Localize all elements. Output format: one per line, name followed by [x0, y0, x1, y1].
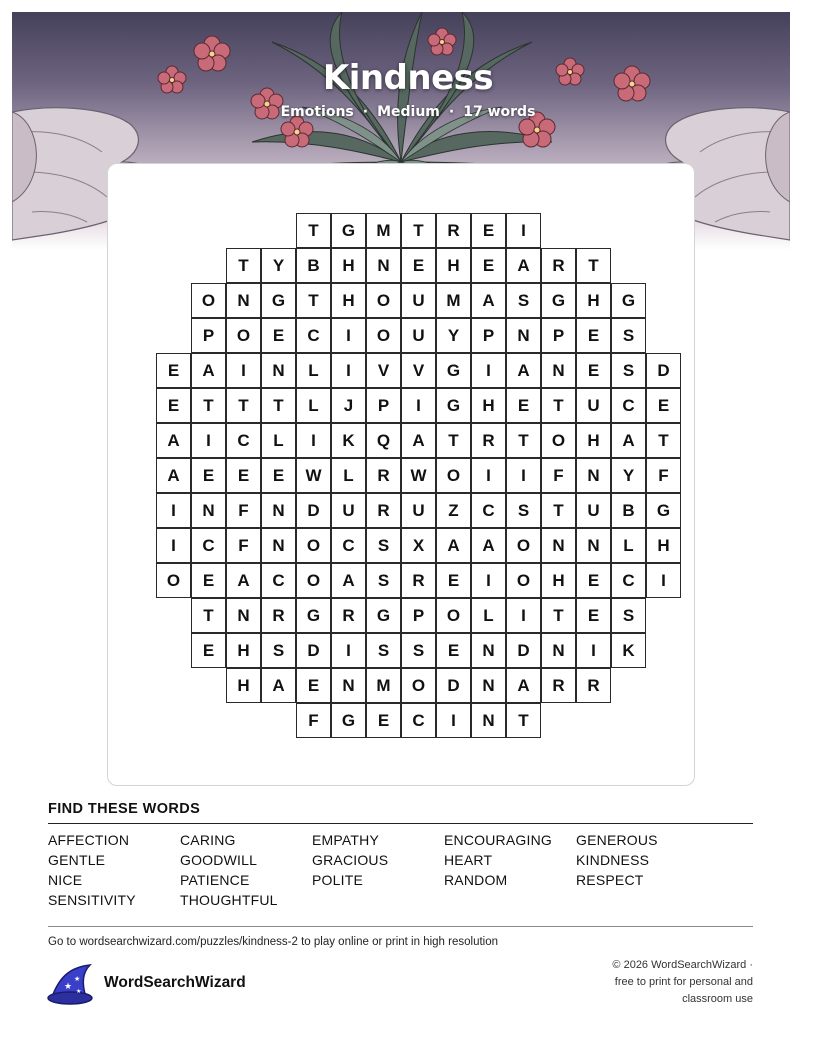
- grid-cell[interactable]: I: [506, 598, 541, 633]
- grid-cell[interactable]: G: [261, 283, 296, 318]
- grid-cell[interactable]: T: [261, 388, 296, 423]
- grid-cell[interactable]: D: [646, 353, 681, 388]
- grid-cell[interactable]: F: [226, 493, 261, 528]
- grid-cell[interactable]: S: [611, 318, 646, 353]
- grid-cell[interactable]: T: [296, 283, 331, 318]
- grid-cell[interactable]: T: [506, 703, 541, 738]
- grid-cell[interactable]: V: [401, 353, 436, 388]
- grid-cell[interactable]: H: [471, 388, 506, 423]
- grid-cell[interactable]: H: [576, 423, 611, 458]
- grid-cell[interactable]: H: [436, 248, 471, 283]
- grid-cell[interactable]: E: [436, 563, 471, 598]
- grid-cell[interactable]: U: [331, 493, 366, 528]
- divider: [48, 926, 753, 927]
- word-list-heading: FIND THESE WORDS: [48, 801, 201, 817]
- grid-cell[interactable]: U: [401, 318, 436, 353]
- grid-cell[interactable]: E: [646, 388, 681, 423]
- brand-name: WordSearchWizard: [104, 974, 246, 991]
- grid-cell[interactable]: H: [576, 283, 611, 318]
- grid-cell[interactable]: A: [226, 563, 261, 598]
- grid-cell[interactable]: E: [191, 563, 226, 598]
- word-list-item: GENEROUS: [576, 832, 658, 848]
- grid-cell[interactable]: T: [646, 423, 681, 458]
- grid-cell[interactable]: P: [541, 318, 576, 353]
- grid-cell[interactable]: I: [576, 633, 611, 668]
- grid-cell[interactable]: E: [506, 388, 541, 423]
- grid-cell[interactable]: E: [366, 703, 401, 738]
- puzzle-category: Emotions: [280, 104, 354, 120]
- grid-cell[interactable]: S: [506, 493, 541, 528]
- grid-cell[interactable]: I: [471, 458, 506, 493]
- meta-separator: ·: [362, 104, 369, 120]
- grid-cell[interactable]: R: [471, 423, 506, 458]
- grid-cell[interactable]: A: [331, 563, 366, 598]
- grid-cell[interactable]: T: [191, 388, 226, 423]
- grid-cell[interactable]: K: [331, 423, 366, 458]
- grid-cell[interactable]: E: [471, 248, 506, 283]
- grid-cell[interactable]: F: [541, 458, 576, 493]
- grid-cell[interactable]: N: [576, 458, 611, 493]
- grid-cell[interactable]: O: [506, 563, 541, 598]
- word-list-item: GRACIOUS: [312, 852, 389, 868]
- grid-cell[interactable]: F: [646, 458, 681, 493]
- grid-cell[interactable]: P: [366, 388, 401, 423]
- grid-cell[interactable]: S: [366, 563, 401, 598]
- grid-cell[interactable]: N: [331, 668, 366, 703]
- grid-cell[interactable]: C: [611, 388, 646, 423]
- grid-cell[interactable]: P: [401, 598, 436, 633]
- grid-cell[interactable]: A: [191, 353, 226, 388]
- grid-cell[interactable]: A: [506, 248, 541, 283]
- grid-cell[interactable]: A: [471, 528, 506, 563]
- grid-cell[interactable]: N: [226, 598, 261, 633]
- grid-cell[interactable]: C: [471, 493, 506, 528]
- grid-cell[interactable]: G: [646, 493, 681, 528]
- grid-cell[interactable]: I: [226, 353, 261, 388]
- grid-cell[interactable]: Q: [366, 423, 401, 458]
- grid-cell[interactable]: I: [331, 318, 366, 353]
- grid-cell[interactable]: R: [436, 213, 471, 248]
- word-list-item: RANDOM: [444, 872, 508, 888]
- grid-cell[interactable]: N: [541, 633, 576, 668]
- grid-cell[interactable]: R: [541, 248, 576, 283]
- grid-cell[interactable]: I: [331, 353, 366, 388]
- grid-cell[interactable]: R: [366, 458, 401, 493]
- grid-cell[interactable]: R: [576, 668, 611, 703]
- grid-cell[interactable]: Y: [611, 458, 646, 493]
- grid-cell[interactable]: T: [436, 423, 471, 458]
- grid-cell[interactable]: I: [156, 493, 191, 528]
- grid-cell[interactable]: O: [366, 283, 401, 318]
- grid-cell[interactable]: I: [401, 388, 436, 423]
- grid-cell[interactable]: O: [541, 423, 576, 458]
- grid-cell[interactable]: G: [331, 703, 366, 738]
- grid-cell[interactable]: I: [436, 703, 471, 738]
- grid-cell[interactable]: T: [576, 248, 611, 283]
- grid-cell[interactable]: G: [541, 283, 576, 318]
- word-list-item: SENSITIVITY: [48, 892, 136, 908]
- grid-cell[interactable]: M: [366, 213, 401, 248]
- grid-cell[interactable]: D: [506, 633, 541, 668]
- grid-cell[interactable]: F: [226, 528, 261, 563]
- grid-cell[interactable]: T: [401, 213, 436, 248]
- grid-cell[interactable]: S: [366, 528, 401, 563]
- grid-cell[interactable]: H: [541, 563, 576, 598]
- word-list-item: ENCOURAGING: [444, 832, 552, 848]
- grid-cell[interactable]: E: [191, 458, 226, 493]
- word-list-item: PATIENCE: [180, 872, 250, 888]
- grid-cell[interactable]: O: [436, 598, 471, 633]
- grid-cell[interactable]: E: [261, 458, 296, 493]
- grid-cell[interactable]: C: [191, 528, 226, 563]
- svg-text:★: ★: [64, 982, 73, 992]
- copyright-line: © 2026 WordSearchWizard ·: [612, 959, 753, 971]
- grid-cell[interactable]: O: [226, 318, 261, 353]
- grid-cell[interactable]: O: [296, 563, 331, 598]
- grid-cell[interactable]: B: [611, 493, 646, 528]
- grid-cell[interactable]: C: [226, 423, 261, 458]
- grid-cell[interactable]: H: [331, 283, 366, 318]
- word-list-item: HEART: [444, 852, 493, 868]
- grid-cell[interactable]: R: [366, 493, 401, 528]
- grid-cell[interactable]: C: [296, 318, 331, 353]
- grid-cell[interactable]: I: [296, 423, 331, 458]
- grid-cell[interactable]: C: [611, 563, 646, 598]
- grid-cell[interactable]: L: [296, 388, 331, 423]
- grid-cell[interactable]: C: [261, 563, 296, 598]
- grid-cell[interactable]: H: [226, 633, 261, 668]
- grid-cell[interactable]: T: [541, 493, 576, 528]
- copyright-notice: [583, 957, 753, 1008]
- puzzle-title: Kindness: [322, 58, 494, 98]
- divider: [48, 823, 753, 824]
- word-list-item: CARING: [180, 832, 236, 848]
- grid-cell[interactable]: D: [436, 668, 471, 703]
- puzzle-difficulty: Medium: [377, 104, 440, 120]
- grid-cell[interactable]: T: [191, 598, 226, 633]
- grid-cell[interactable]: E: [191, 633, 226, 668]
- grid-cell[interactable]: N: [471, 668, 506, 703]
- word-list-item: NICE: [48, 872, 83, 888]
- grid-cell[interactable]: H: [331, 248, 366, 283]
- grid-cell[interactable]: H: [646, 528, 681, 563]
- grid-cell[interactable]: E: [576, 563, 611, 598]
- grid-cell[interactable]: A: [156, 423, 191, 458]
- grid-cell[interactable]: S: [611, 353, 646, 388]
- grid-cell[interactable]: L: [261, 423, 296, 458]
- grid-cell[interactable]: E: [576, 353, 611, 388]
- word-list-item: THOUGHTFUL: [180, 892, 278, 908]
- grid-cell[interactable]: M: [366, 668, 401, 703]
- grid-cell[interactable]: O: [436, 458, 471, 493]
- grid-cell[interactable]: O: [156, 563, 191, 598]
- wizard-hat-icon: [46, 963, 94, 1005]
- grid-cell[interactable]: O: [366, 318, 401, 353]
- grid-cell[interactable]: R: [401, 563, 436, 598]
- grid-cell[interactable]: E: [156, 388, 191, 423]
- grid-cell[interactable]: R: [541, 668, 576, 703]
- grid-cell[interactable]: A: [471, 283, 506, 318]
- grid-cell[interactable]: N: [261, 353, 296, 388]
- meta-separator: ·: [448, 104, 455, 120]
- grid-cell[interactable]: W: [401, 458, 436, 493]
- grid-cell[interactable]: I: [506, 213, 541, 248]
- grid-cell[interactable]: A: [506, 668, 541, 703]
- grid-cell[interactable]: G: [331, 213, 366, 248]
- grid-cell[interactable]: G: [366, 598, 401, 633]
- grid-cell[interactable]: T: [226, 388, 261, 423]
- grid-cell[interactable]: E: [296, 668, 331, 703]
- grid-cell[interactable]: P: [191, 318, 226, 353]
- grid-cell[interactable]: E: [576, 318, 611, 353]
- word-list-item: AFFECTION: [48, 832, 130, 848]
- grid-cell[interactable]: I: [646, 563, 681, 598]
- svg-text:★: ★: [74, 975, 81, 983]
- copyright-line: free to print for personal and: [614, 976, 753, 988]
- grid-cell[interactable]: E: [436, 633, 471, 668]
- grid-cell[interactable]: Z: [436, 493, 471, 528]
- grid-cell[interactable]: C: [401, 703, 436, 738]
- grid-cell[interactable]: L: [611, 528, 646, 563]
- grid-cell[interactable]: A: [156, 458, 191, 493]
- word-list-item: KINDNESS: [576, 852, 650, 868]
- grid-cell[interactable]: G: [611, 283, 646, 318]
- grid-cell[interactable]: U: [576, 388, 611, 423]
- grid-cell[interactable]: G: [296, 598, 331, 633]
- grid-cell[interactable]: E: [471, 213, 506, 248]
- puzzle-url-text[interactable]: Go to wordsearchwizard.com/puzzles/kindness-2 to play online or print in high resolution: [48, 936, 499, 948]
- grid-cell[interactable]: I: [331, 633, 366, 668]
- grid-cell[interactable]: T: [506, 423, 541, 458]
- grid-cell[interactable]: O: [506, 528, 541, 563]
- grid-cell[interactable]: A: [261, 668, 296, 703]
- grid-cell[interactable]: J: [331, 388, 366, 423]
- grid-cell[interactable]: B: [296, 248, 331, 283]
- grid-cell[interactable]: F: [296, 703, 331, 738]
- grid-cell[interactable]: E: [401, 248, 436, 283]
- grid-cell[interactable]: H: [226, 668, 261, 703]
- grid-cell[interactable]: S: [401, 633, 436, 668]
- grid-cell[interactable]: D: [296, 493, 331, 528]
- grid-cell[interactable]: O: [191, 283, 226, 318]
- grid-cell[interactable]: T: [541, 598, 576, 633]
- word-list-item: GENTLE: [48, 852, 106, 868]
- grid-cell[interactable]: M: [436, 283, 471, 318]
- grid-cell[interactable]: C: [331, 528, 366, 563]
- grid-cell[interactable]: N: [261, 493, 296, 528]
- grid-cell[interactable]: T: [541, 388, 576, 423]
- grid-cell[interactable]: Y: [436, 318, 471, 353]
- grid-cell[interactable]: T: [296, 213, 331, 248]
- grid-cell[interactable]: I: [156, 528, 191, 563]
- grid-cell[interactable]: R: [261, 598, 296, 633]
- grid-cell[interactable]: L: [296, 353, 331, 388]
- grid-cell[interactable]: N: [541, 528, 576, 563]
- grid-cell[interactable]: G: [436, 353, 471, 388]
- grid-cell[interactable]: A: [611, 423, 646, 458]
- grid-cell[interactable]: N: [506, 318, 541, 353]
- puzzle-meta: [0, 104, 816, 120]
- grid-cell[interactable]: Y: [261, 248, 296, 283]
- grid-cell[interactable]: A: [506, 353, 541, 388]
- grid-cell[interactable]: E: [156, 353, 191, 388]
- grid-cell[interactable]: O: [296, 528, 331, 563]
- puzzle-word-count: 17 words: [463, 104, 536, 120]
- grid-cell[interactable]: X: [401, 528, 436, 563]
- grid-cell[interactable]: W: [296, 458, 331, 493]
- grid-cell[interactable]: N: [261, 528, 296, 563]
- copyright-line: classroom use: [682, 993, 753, 1005]
- grid-cell[interactable]: P: [471, 318, 506, 353]
- grid-cell[interactable]: N: [226, 283, 261, 318]
- grid-cell[interactable]: N: [541, 353, 576, 388]
- grid-cell[interactable]: N: [191, 493, 226, 528]
- grid-cell[interactable]: V: [366, 353, 401, 388]
- grid-cell[interactable]: O: [401, 668, 436, 703]
- grid-cell[interactable]: T: [226, 248, 261, 283]
- grid-cell[interactable]: E: [226, 458, 261, 493]
- grid-cell[interactable]: I: [506, 458, 541, 493]
- grid-cell[interactable]: N: [471, 703, 506, 738]
- grid-cell[interactable]: U: [401, 493, 436, 528]
- word-list-item: GOODWILL: [180, 852, 258, 868]
- word-list-item: POLITE: [312, 872, 363, 888]
- grid-cell[interactable]: K: [611, 633, 646, 668]
- grid-cell[interactable]: S: [506, 283, 541, 318]
- grid-cell[interactable]: S: [611, 598, 646, 633]
- grid-cell[interactable]: N: [366, 248, 401, 283]
- svg-text:★: ★: [76, 988, 82, 995]
- grid-cell[interactable]: R: [331, 598, 366, 633]
- grid-cell[interactable]: I: [191, 423, 226, 458]
- grid-cell[interactable]: A: [436, 528, 471, 563]
- grid-cell[interactable]: N: [576, 528, 611, 563]
- grid-cell[interactable]: U: [576, 493, 611, 528]
- grid-cell[interactable]: E: [576, 598, 611, 633]
- grid-cell[interactable]: N: [471, 633, 506, 668]
- word-list-item: RESPECT: [576, 872, 644, 888]
- grid-cell[interactable]: L: [331, 458, 366, 493]
- grid-cell[interactable]: E: [261, 318, 296, 353]
- grid-cell[interactable]: S: [366, 633, 401, 668]
- grid-cell[interactable]: L: [471, 598, 506, 633]
- grid-cell[interactable]: S: [261, 633, 296, 668]
- grid-cell[interactable]: A: [401, 423, 436, 458]
- grid-cell[interactable]: I: [471, 563, 506, 598]
- grid-cell[interactable]: G: [436, 388, 471, 423]
- word-list-item: EMPATHY: [312, 832, 379, 848]
- grid-cell[interactable]: I: [471, 353, 506, 388]
- grid-cell[interactable]: D: [296, 633, 331, 668]
- letter-grid: [156, 213, 681, 738]
- grid-cell[interactable]: U: [401, 283, 436, 318]
